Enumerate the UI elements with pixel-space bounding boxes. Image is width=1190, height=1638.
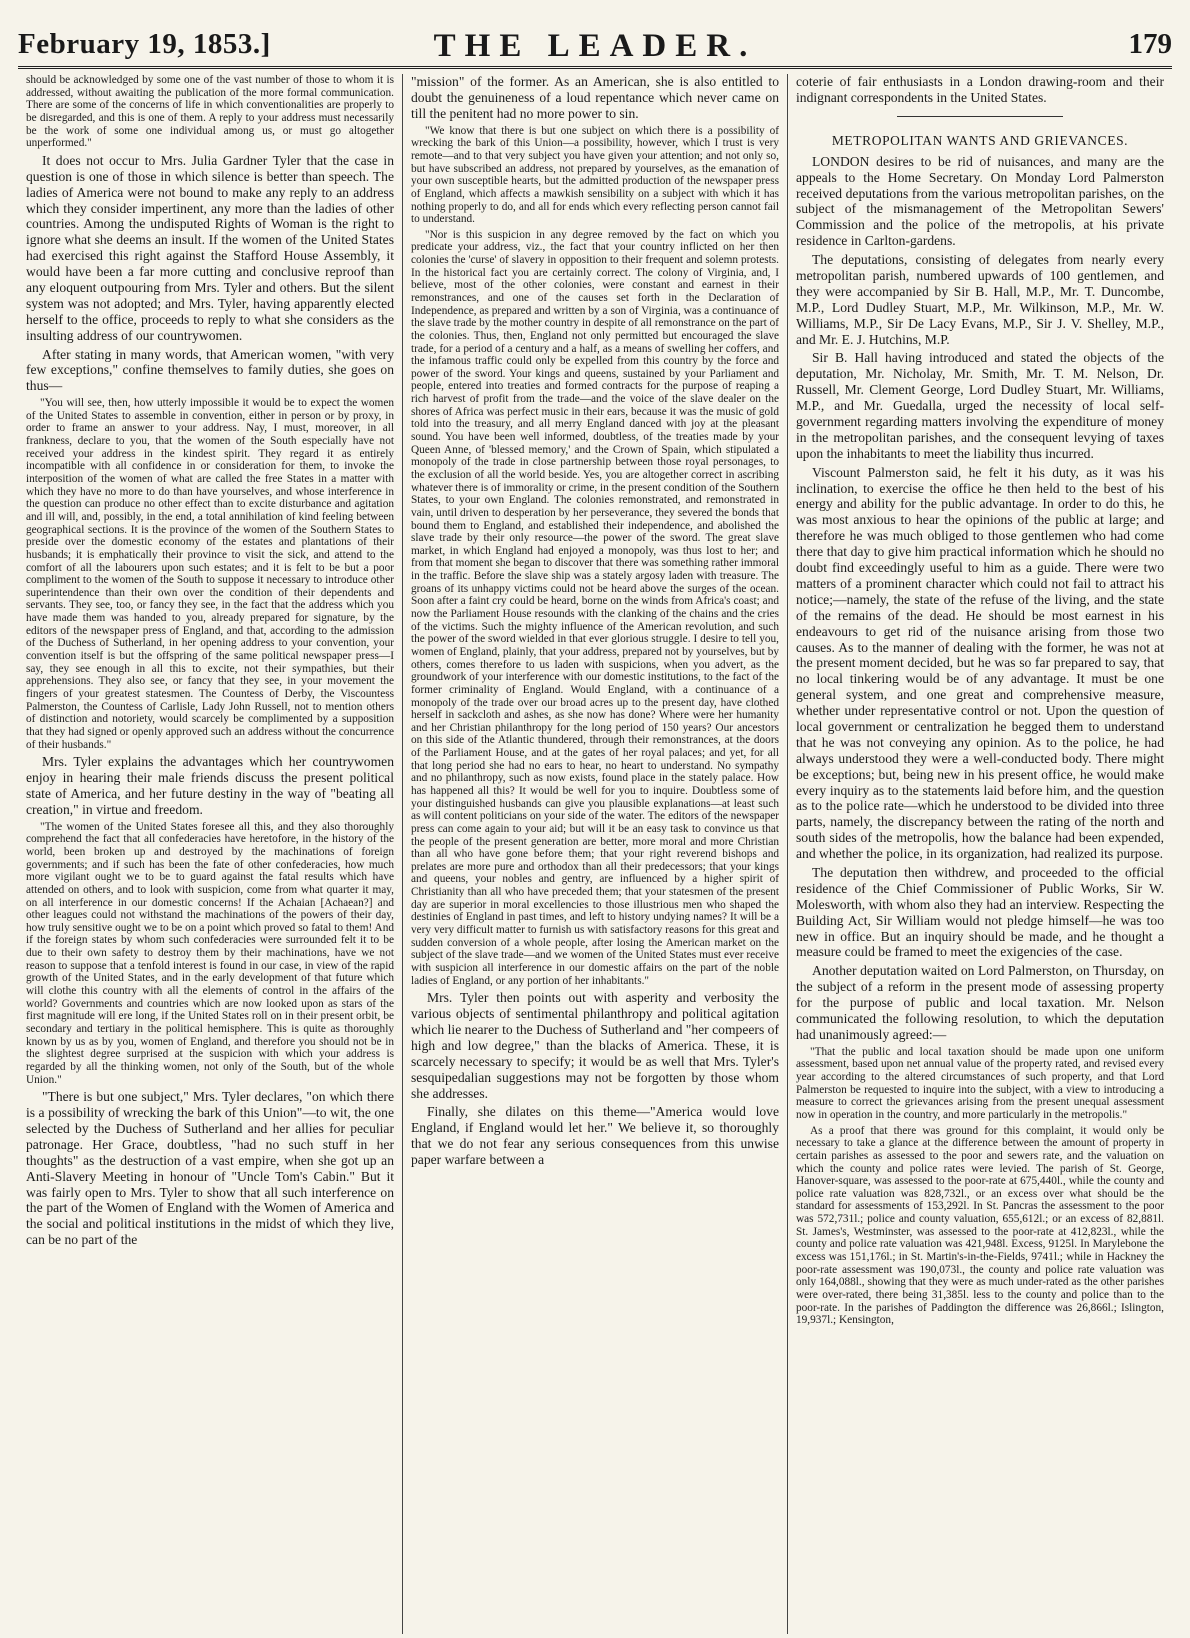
column-3 bbox=[787, 74, 1172, 1634]
quoted-paragraph: "We know that there is but one subject on which there is a possibility of wrecking the bark of this Union—a possibility, however, which I trust is very remote—and to that very subject you have given your attention; and not only so, but have subscribed an address, not prepared by yourselves, as the emanation of your own susceptible hearts, but the admitted production of the newspaper press of England, which affects a mawkish sensibility on a subject with which it has nothing properly to do, and all for ends which every reflecting person cannot fail to understand. bbox=[411, 124, 779, 226]
paragraph: Mrs. Tyler explains the advantages which her countrywomen enjoy in hearing their male friends discuss the present political state of America, and her future destiny in the way of "beating all creation," in virtue and freedom. bbox=[26, 754, 394, 817]
column-2 bbox=[402, 74, 787, 1634]
quoted-paragraph: "The women of the United States foresee all this, and they also thoroughly comprehend the fact that all confederacies have heretofore, in the history of the world, been broken up and destroyed by the machinations of foreign governments; and if such has been the fate of other confederacies, how much more vigilant ought we to be to guard against the fatal results which have attended on others, and to look with suspicion, come from what quarter it may, on all interference in our domestic concerns! If the Achaian [Achaean?] and other leagues could not withstand the machinations of the powers of their day, how truly sensitive ought we to be on a point which proved so fatal to them! And if the foreign states by whom such confederacies were surrounded felt it to be due to their own safety to destroy them by their machinations, have we not reason to suppose that a tenfold interest is found in our case, in view of the rapid growth of the United States, and in the early development of that future which will clothe this country with all the elements of control in the affairs of the world? Governments and countries which are now looked upon as stars of the first magnitude will ere long, if the United States roll on in their present orbit, be secondary and tertiary in the political hemisphere. This is quite as thoroughly known by us as by you, women of England, and therefore you should not be in the slightest degree surprised at the suspicion with which your address is regarded by all the thinking women, not only of the South, but of the whole Union." bbox=[26, 820, 394, 1086]
quoted-paragraph: "Nor is this suspicion in any degree removed by the fact on which you predicate your address, viz., the fact that your country inflicted on her then colonies the 'curse' of slavery in opposition to their frequent and solemn protests. In the historical fact you are certainly correct. The colony of Virginia, and, I believe, most of the other colonies, were constant and earnest in their remonstrances, and one of the causes set forth in the Declaration of Independence, as prepared and written by a son of Virginia, was a continuance of the slave trade by the mother country in despite of all remonstrance on the part of the colonies. Thus, then, England not only permitted but encouraged the slave trade, for a period of a century and a half, as a means of swelling her coffers, and the infamous traffic could only be expelled from this country by the force and power of the sword. Your kings and queens, sustained by your Parliament and people, entered into treaties and formed contracts for the purpose of reaping a rich harvest of profit from the trade—and the voice of the slave dealer on the shores of Africa was perfect music in their ears, because it was the music of gold told into the treasury, and all merry England danced with joy at the pleasant sound. You have been well informed, doubtless, of the treaties made by your Queen Anne, of 'blessed memory,' and the Crown of Spain, which stipulated a monopoly of the trade in close partnership between those royal personages, to the exclusion of all the world beside. Yes, you are altogether correct in ascribing whatever there is of immorality or crime, in the present condition of the Southern States, to your own England. The colonies remonstrated, and remonstrated in vain, until driven to desperation by her perseverance, they severed the bonds that bound them to England, and established their independence, and abolished the slave trade by their only resource—the power of the sword. The great slave market, in which England had enjoyed a monopoly, was thus lost to her; and from that moment she began to discover that there was something rather immoral in the traffic. Before the slave ship was a stately argosy laden with treasure. The groans of its unhappy victims could not be heard above the surges of the ocean. Soon after a faint cry could be heard, borne on the winds from Africa's coast; and now the Parliament House resounds with the clanking of the chains and the cries of the victims. Such the mighty influence of the American revolution, and such the power of the sword wielded in that ever glorious struggle. I desire to tell you, women of England, plainly, that your address, prepared not by yourselves, but by others, comes therefore to us laden with suspicions, when you advert, as the groundwork of your interference with our domestic institutions, to the fact of the former criminality of England. Would England, with a continuance of a monopoly of the trade over our broad acres up to the present day, have clothed herself in sackcloth and ashes, as she now has done? Where were her humanity and her Christian philanthropy for the long period of 150 years? Our ancestors on this side of the Atlantic thundered, through their remonstrances, at the doors of the Parliament House, and at the gates of her royal palaces; and yet, for all that long period she had no ears to hear, no heart to understand. No sympathy and no philanthropy, such as now exists, found place in the stately palace. How has happened all this? It would be well for you to inquire. Doubtless some of your distinguished husbands can give you plausible explanations—at least such as will content politicians on your side of the water. The editors of the newspaper press can come again to your aid; but will it be an easy task to convince us that the people of the present generation are better, more moral and more Christian than all who have gone before them; that your right reverend bishops and prelates are more pure and orthodox than all their predecessors; that your kings and queens, your nobles and gentry, are influenced by a higher spirit of Christianity than all who have preceded them; that your statesmen of the present day are superior in moral excellencies to those illustrious men who shaped the destinies of England in past times, and left to history undying names? It will be a very very difficult matter to furnish us with satisfactory reasons for this great and sudden conversion of a whole people, after losing the American market on the subject of the slave trade—and we women of the United States must ever receive with suspicion all interference in our domestic affairs on the part of the noble ladies of England, or any portion of her inhabitants." bbox=[411, 228, 779, 987]
column-3-intro: coterie of fair enthusiasts in a London drawing-room and their indignant correspondents in the United States. bbox=[796, 74, 1164, 105]
paragraph: Mrs. Tyler then points out with asperity and verbosity the various objects of sentimental philanthropy and political agitation which lie nearer to the Duchess of Sutherland and "her compeers of high and low degree," than the blacks of America. These, it is scarcely necessary to specify; it would be as well that Mrs. Tyler's sesquipedalian suggestions may not be forgotten by those whom she addresses. bbox=[411, 990, 779, 1101]
paragraph: The deputation then withdrew, and proceeded to the official residence of the Chief Commissioner of Public Works, Sir W. Molesworth, with whom also they had an interview. Respecting the Building Act, Sir William would not pledge himself—he was too new in office. But an inquiry should be made, and he thought a measure could be framed to meet the exigencies of the case. bbox=[796, 864, 1164, 960]
paragraph: The deputations, consisting of delegates from nearly every metropolitan parish, numbered upwards of 100 gentlemen, and they were accompanied by Sir B. Hall, M.P., Mr. T. Duncombe, M.P., Lord Dudley Stuart, M.P., Mr. Wilkinson, M.P., Mr. W. Williams, M.P., Sir De Lacy Evans, M.P., Sir J. V. Shelley, M.P., and Mr. E. J. Hutchins, M.P. bbox=[796, 252, 1164, 347]
paragraph: "mission" of the former. As an American, she is also entitled to doubt the genuineness of a loud repentance which never came on till the penitent had no more power to sin. bbox=[411, 74, 779, 121]
article-columns bbox=[18, 74, 1172, 1634]
page-number: 179 bbox=[1128, 28, 1172, 60]
quoted-paragraph: "That the public and local taxation should be made upon one uniform assessment, based upon net annual value of the property rated, and revised every year according to the altered circumstances of such property, and that Lord Palmerston be requested to inquire into the subject, with a view to introducing a measure to correct the grievances arising from the present unequal assessment now in operation in the country, and more particularly in the metropolis." bbox=[796, 1045, 1164, 1121]
section-title: METROPOLITAN WANTS AND GRIEVANCES. bbox=[831, 132, 1129, 148]
paragraph: "There is but one subject," Mrs. Tyler declares, "on which there is a possibility of wrecking the bark of this Union"—to wit, the one selected by the Duchess of Sutherland and her allies for peculiar patronage. Her Grace, doubtless, "had no such stuff in her thoughts" as the destruction of a vast empire, when she got up an Anti-Slavery Meeting in honour of "Uncle Tom's Cabin." But it was fairly open to Mrs. Tyler to show that all such interference on the part of the Women of England with the Women of America and the social and political institutions in the midst of which they live, can be no part of the bbox=[26, 1089, 394, 1248]
masthead bbox=[18, 8, 1172, 69]
paragraph: Another deputation waited on Lord Palmerston, on Thursday, on the subject of a reform in the present mode of assessing property for the purpose of public and local taxation. Mr. Nelson communicated the following resolution, to which the deputation had unanimously agreed:— bbox=[796, 963, 1164, 1042]
paragraph: Viscount Palmerston said, he felt it his duty, as it was his inclination, to exercise the office he then held to the best of his energy and ability for the public advantage. In order to do this, he was most anxious to hear the opinions of the public at large; and therefore he was much obliged to those gentlemen who had come there that day to give him practical information which he should no doubt find exceedingly useful to him as a guide. There were two matters of a prominent character which could not fail to attract his notice;—namely, the state of the refuse of the living, and the state of the remains of the dead. He should be most earnest in his endeavours to get rid of the nuisance arising from those two causes. As to the manner of dealing with the former, he was not at the present moment decided, but he was so far prepared to say, that no local tinkering would be of any advantage. It must be one general system, and one great and comprehensive measure, whether under representative control or not. Upon the question of local government or centralization he begged them to understand that he was not conveying any opinion. As to the police, he had always understood they were a well-conducted body. There might be exceptions; but, being new in his present office, he would make every inquiry as to the statements laid before him, and the question as to the police rate—which he understood to be divided into three parts, namely, the discrepancy between the rating of the north and south sides of the metropolis, how the balance had been expended, and whether the police, in its organization, had realized its purpose. bbox=[796, 464, 1164, 862]
section-divider bbox=[897, 116, 1063, 117]
quoted-paragraph: As a proof that there was ground for this complaint, it would only be necessary to take a glance at the difference between the amount of property in certain parishes as assessed to the poor and sewers rate, and the valuation on which the county and police rates were levied. The parish of St. George, Hanover-square, was assessed to the poor-rate at 675,440l., while the county and police rate valuation was 828,732l., or an excess over what should be the standard for assessments of 153,292l. In St. Pancras the assessment to the poor was 572,731l.; police and county valuation, 655,612l.; or an excess of 82,881l. St. James's, Westminster, was assessed to the poor-rate at 412,823l., while the county and police rate valuation was 421,948l. Excess, 9125l. In Marylebone the excess was 151,176l.; in St. Martin's-in-the-Fields, 9741l.; while in Hackney the poor-rate assessment was 190,073l., the county and police rate valuation was only 164,088l., showing that they were as much under-rated as the other parishes were over-rated, there being 31,385l. less to the county and police than to the poor-rate. In the parishes of Paddington the difference was 26,866l.; Islington, 19,937l.; Kensington, bbox=[796, 1124, 1164, 1327]
newspaper-title: THE LEADER. bbox=[433, 28, 757, 64]
paragraph: After stating in many words, that American women, "with very few exceptions," confine themselves to family duties, she goes on thus— bbox=[26, 346, 394, 394]
quoted-paragraph: should be acknowledged by some one of the vast number of those to whom it is addressed, without awaiting the publication of the more formal communication. There are some of the concerns of life in which conventionalities are properly to be disregarded, and this is one of them. A reply to your address must necessarily be the work of some one individual among us, or must go altogether unperformed." bbox=[26, 74, 394, 150]
paragraph: LONDON desires to be rid of nuisances, and many are the appeals to the Home Secretary. On Monday Lord Palmerston received deputations from the various metropolitan parishes, on the subject of the mismanagement of the Metropolitan Sewers' Commission and the police of the metropolis, at his private residence in Carlton-gardens. bbox=[796, 153, 1164, 249]
quoted-paragraph: "You will see, then, how utterly impossible it would be to expect the women of the United States to assemble in convention, either in person or by proxy, in order to frame an answer to your address. Nay, I must, moreover, in all frankness, declare to you, that the women of the South especially have not received your address in the kindest spirit. They regard it as entirely incompatible with all confidence in or consideration for them, to invoke the interposition of the women of what are called the free States in a matter with which they have no more to do than have yourselves, and whose interference in the question can produce no other effect than to excite disturbance and agitation and ill will, and, possibly, in the end, a total annihilation of kind feeling between geographical sections. It is the province of the women of the Southern States to preside over the domestic economy of the estates and plantations of their husbands; it is emphatically their province to visit the sick, and attend to the comfort of all the labourers upon such estates; and it is felt to be but a poor compliment to the women of the South to suppose it necessary to introduce other superintendence than their own over the condition of their dependents and servants. They see, too, or fancy they see, in the fact that the address which you have made them was handed to you, already prepared for signature, by the editors of the newspaper press of England, and that, according to the admission of the Duchess of Sutherland, in her opening address to your convention, your convention itself is but the offspring of the same political newspaper press—I say, they see enough in all this to excite, not their sympathies, but their apprehensions. They also see, or fancy that they see, in your movement the fingers of your greatest statesmen. The Countess of Derby, the Viscountess Palmerston, the Countess of Carlisle, Lady John Russell, not to mention others of distinction and notoriety, would scarcely be complimented by a supposition that they had signed or openly approved such an address without the concurrence of their husbands." bbox=[26, 397, 394, 751]
column-1 bbox=[18, 74, 402, 1634]
paragraph: It does not occur to Mrs. Julia Gardner Tyler that the case in question is one of those in which silence is better than speech. The ladies of America were not bound to make any reply to an address which they consider impertinent, any more than the ladies of other countries. Among the undisputed Rights of Woman is the right to ignore what she deems an insult. If the women of the United States had exercised this right against the Stafford House Assembly, it would have been a far more cutting and conclusive reproof than any eloquent outpouring from Mrs. Tyler and others. But the silent system was not adopted; and Mrs. Tyler, having apparently elected herself to the office, proceeds to reply to what she considers as the insulting address of our countrywomen. bbox=[26, 152, 394, 343]
section-body bbox=[796, 154, 1164, 1327]
issue-date: February 19, 1853.] bbox=[18, 28, 271, 60]
paragraph: Finally, she dilates on this theme—"America would love England, if England would let her." We believe it, so thoroughly that we do not fear any serious consequences from this unwise paper warfare between a bbox=[411, 1104, 779, 1168]
paragraph: Sir B. Hall having introduced and stated the objects of the deputation, Mr. Nicholay, Mr. Smith, Mr. T. M. Nelson, Dr. Russell, Mr. Clement George, Lord Dudley Stuart, Mr. Williams, M.P., and Mr. Guedalla, urged the necessity of local self-government regarding matters involving the expenditure of money in the metropolitan parishes, and the consequent levying of taxes upon the inhabitants to meet the liability thus incurred. bbox=[796, 350, 1164, 461]
